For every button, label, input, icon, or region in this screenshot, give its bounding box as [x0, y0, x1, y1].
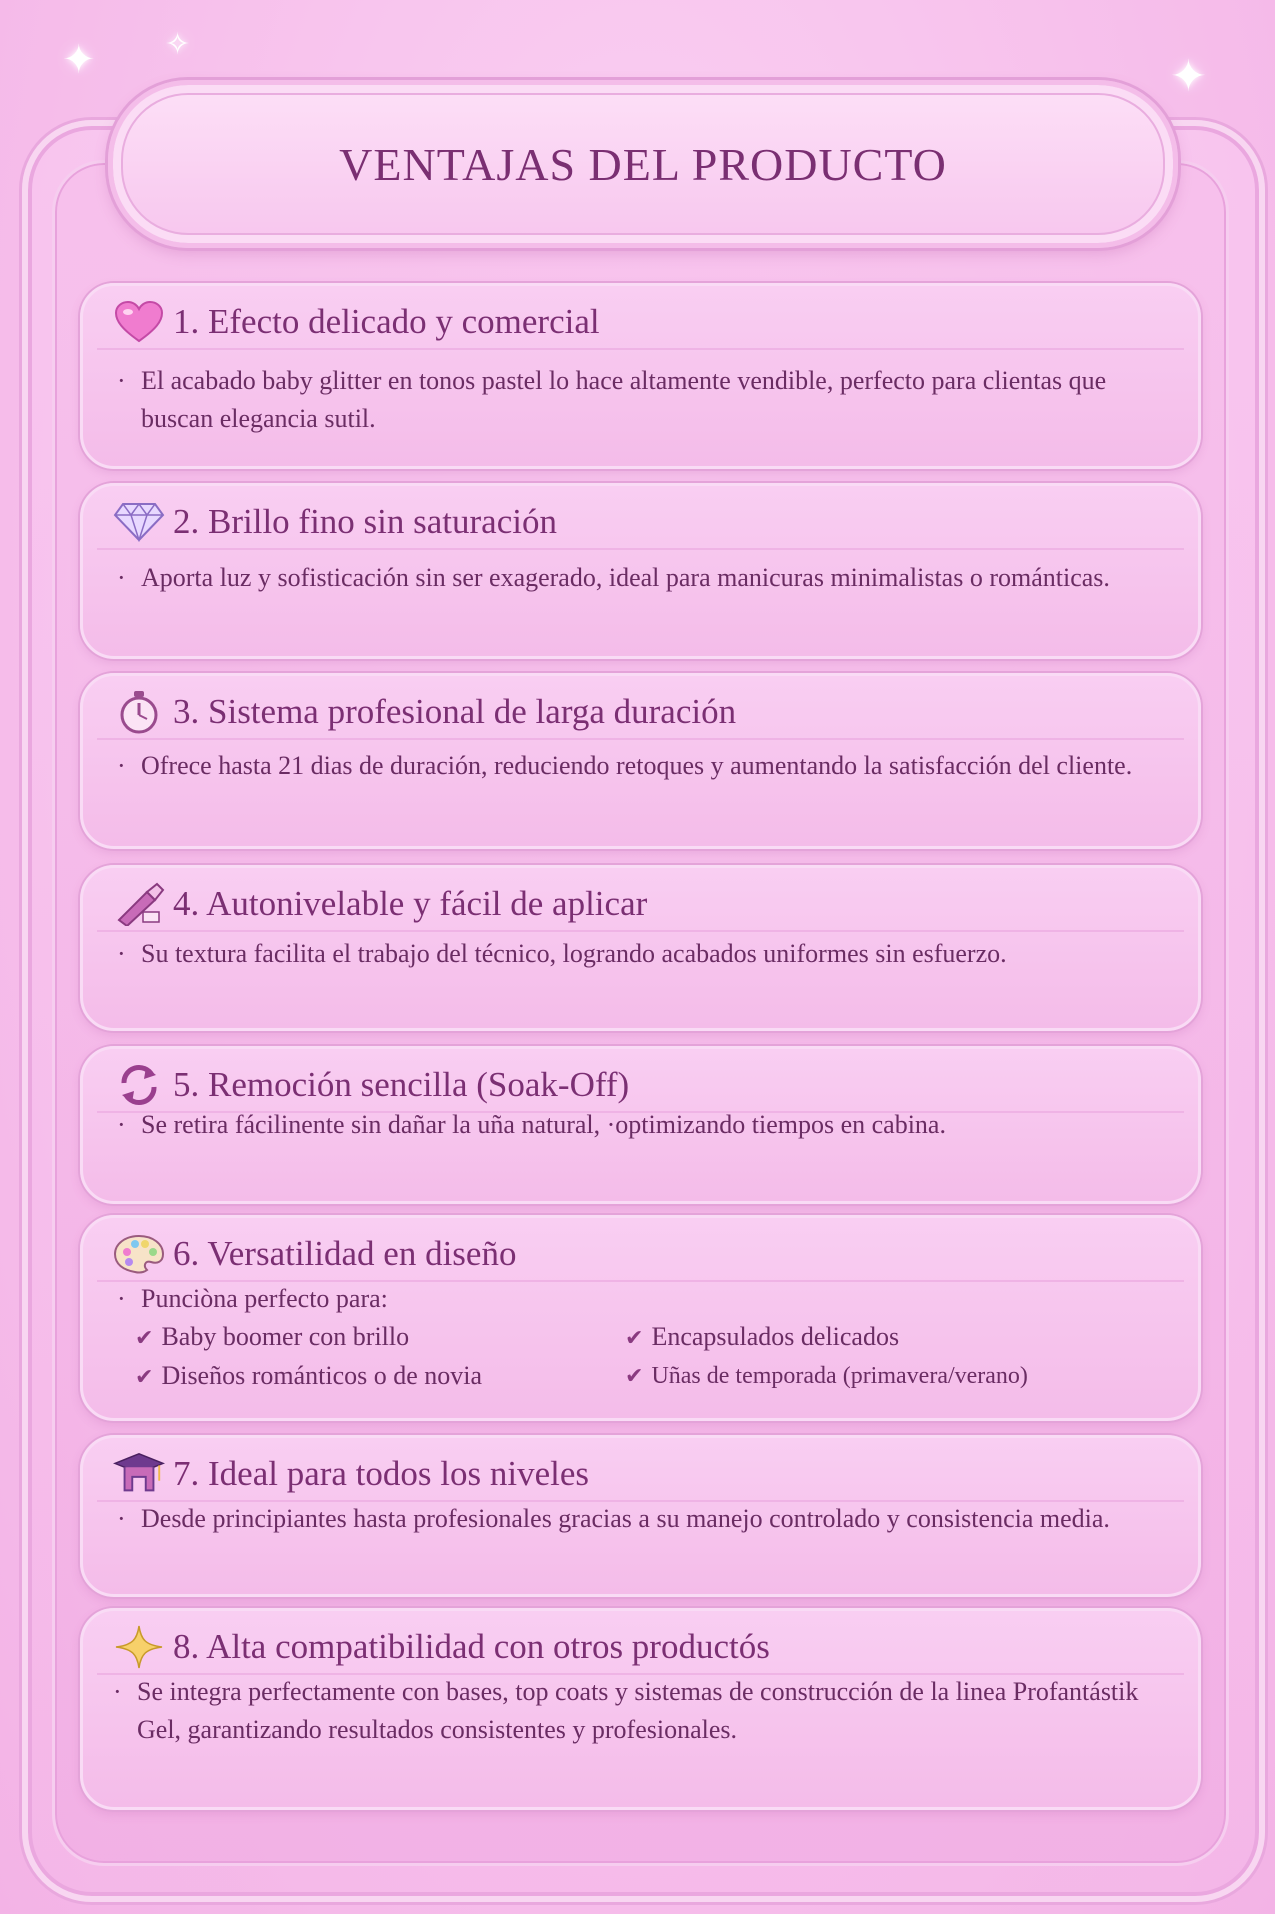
benefit-card-7 — [80, 1435, 1201, 1597]
check-label: Uñas de temporada (primavera/verano) — [651, 1363, 1028, 1389]
card-text: Aporta luz y sofisticación sin ser exagerado, ideal para manicuras minimalistas o románticas. — [141, 563, 1110, 592]
card-header — [97, 1059, 1184, 1113]
card-body — [117, 559, 1174, 597]
sparkle-icon — [113, 1624, 165, 1670]
title-banner — [108, 80, 1178, 248]
palette-icon — [113, 1231, 165, 1277]
sparkle-decoration: ✦ — [1170, 52, 1207, 101]
refresh-icon — [113, 1062, 165, 1108]
list-item — [625, 1357, 1145, 1396]
benefit-card-4 — [80, 865, 1201, 1031]
card-title: 7. Ideal para todos los niveles — [173, 1454, 590, 1493]
card-header — [97, 296, 1184, 350]
sparkle-decoration: ✧ — [165, 28, 191, 61]
card-body — [117, 1106, 1174, 1144]
card-body — [117, 362, 1174, 438]
card-header — [97, 686, 1184, 740]
benefit-card-6 — [80, 1215, 1201, 1421]
list-item — [135, 1318, 625, 1357]
bullet: · — [117, 563, 126, 592]
card-text: Se integra perfectamente con bases, top coats y sistemas de construcción de la linea Profantástik Gel, garantizando resultados consistentes y profesionales. — [137, 1677, 1139, 1744]
card-title: 5. Remoción sencilla (Soak-Off) — [173, 1065, 630, 1104]
benefit-card-3 — [80, 673, 1201, 849]
card-body — [117, 935, 1174, 973]
stopwatch-icon — [113, 689, 165, 735]
card-header — [97, 1228, 1184, 1282]
card-title: 8. Alta compatibilidad con otros productós — [173, 1627, 770, 1666]
bullet: · — [117, 751, 126, 780]
card-title: 2. Brillo fino sin saturación — [173, 502, 557, 541]
card-header — [97, 496, 1184, 550]
card-title: 3. Sistema profesional de larga duración — [173, 692, 737, 731]
list-item — [135, 1357, 625, 1396]
card-text: Punciòna perfecto para: — [141, 1284, 388, 1313]
list-item — [625, 1318, 1145, 1357]
bullet: · — [117, 1110, 126, 1139]
diamond-icon — [113, 499, 165, 545]
card-text: Desde principiantes hasta profesionales gracias a su manejo controlado y consistencia media. — [141, 1504, 1110, 1533]
card-body — [117, 1500, 1174, 1538]
graduation-cap-icon — [113, 1451, 165, 1497]
card-header — [97, 1621, 1184, 1675]
bullet: · — [117, 366, 126, 395]
card-text: El acabado baby glitter en tonos pastel lo hace altamente vendible, perfecto para clientas que buscan elegancia sutil. — [141, 366, 1107, 433]
check-icon: ✔ — [135, 1364, 154, 1389]
page-title: VENTAJAS DEL PRODUCTO — [339, 138, 947, 190]
checklist — [117, 1318, 1174, 1396]
card-header — [97, 878, 1184, 932]
check-label: Encapsulados delicados — [651, 1322, 900, 1351]
check-label: Baby boomer con brillo — [161, 1322, 410, 1351]
benefit-card-5 — [80, 1046, 1201, 1204]
card-text: Se retira fácilinente sin dañar la uña natural, ·optimizando tiempos en cabina. — [141, 1110, 946, 1139]
heart-icon — [113, 299, 165, 345]
sparkle-decoration: ✦ — [62, 37, 96, 82]
card-body — [117, 1280, 1174, 1396]
brush-icon — [113, 881, 165, 927]
card-title: 1. Efecto delicado y comercial — [173, 302, 600, 341]
benefit-card-8 — [80, 1608, 1201, 1810]
card-title: 6. Versatilidad en diseño — [173, 1234, 517, 1273]
card-title: 4. Autonivelable y fácil de aplicar — [173, 884, 648, 923]
card-text: Ofrece hasta 21 dias de duración, reduciendo retoques y aumentando la satisfacción del cliente. — [141, 751, 1133, 780]
card-text: Su textura facilita el trabajo del técnico, logrando acabados uniformes sin esfuerzo. — [141, 939, 1007, 968]
bullet: · — [117, 1284, 126, 1313]
benefit-card-2 — [80, 483, 1201, 659]
bullet: · — [117, 1504, 126, 1533]
check-icon: ✔ — [625, 1325, 644, 1350]
card-header — [97, 1448, 1184, 1502]
card-body — [117, 747, 1174, 785]
bullet: · — [117, 939, 126, 968]
benefit-card-1 — [80, 283, 1201, 469]
check-icon: ✔ — [625, 1363, 644, 1388]
bullet: · — [113, 1677, 122, 1706]
check-icon: ✔ — [135, 1325, 154, 1350]
card-body — [113, 1673, 1184, 1749]
check-label: Diseños románticos o de novia — [161, 1361, 483, 1390]
